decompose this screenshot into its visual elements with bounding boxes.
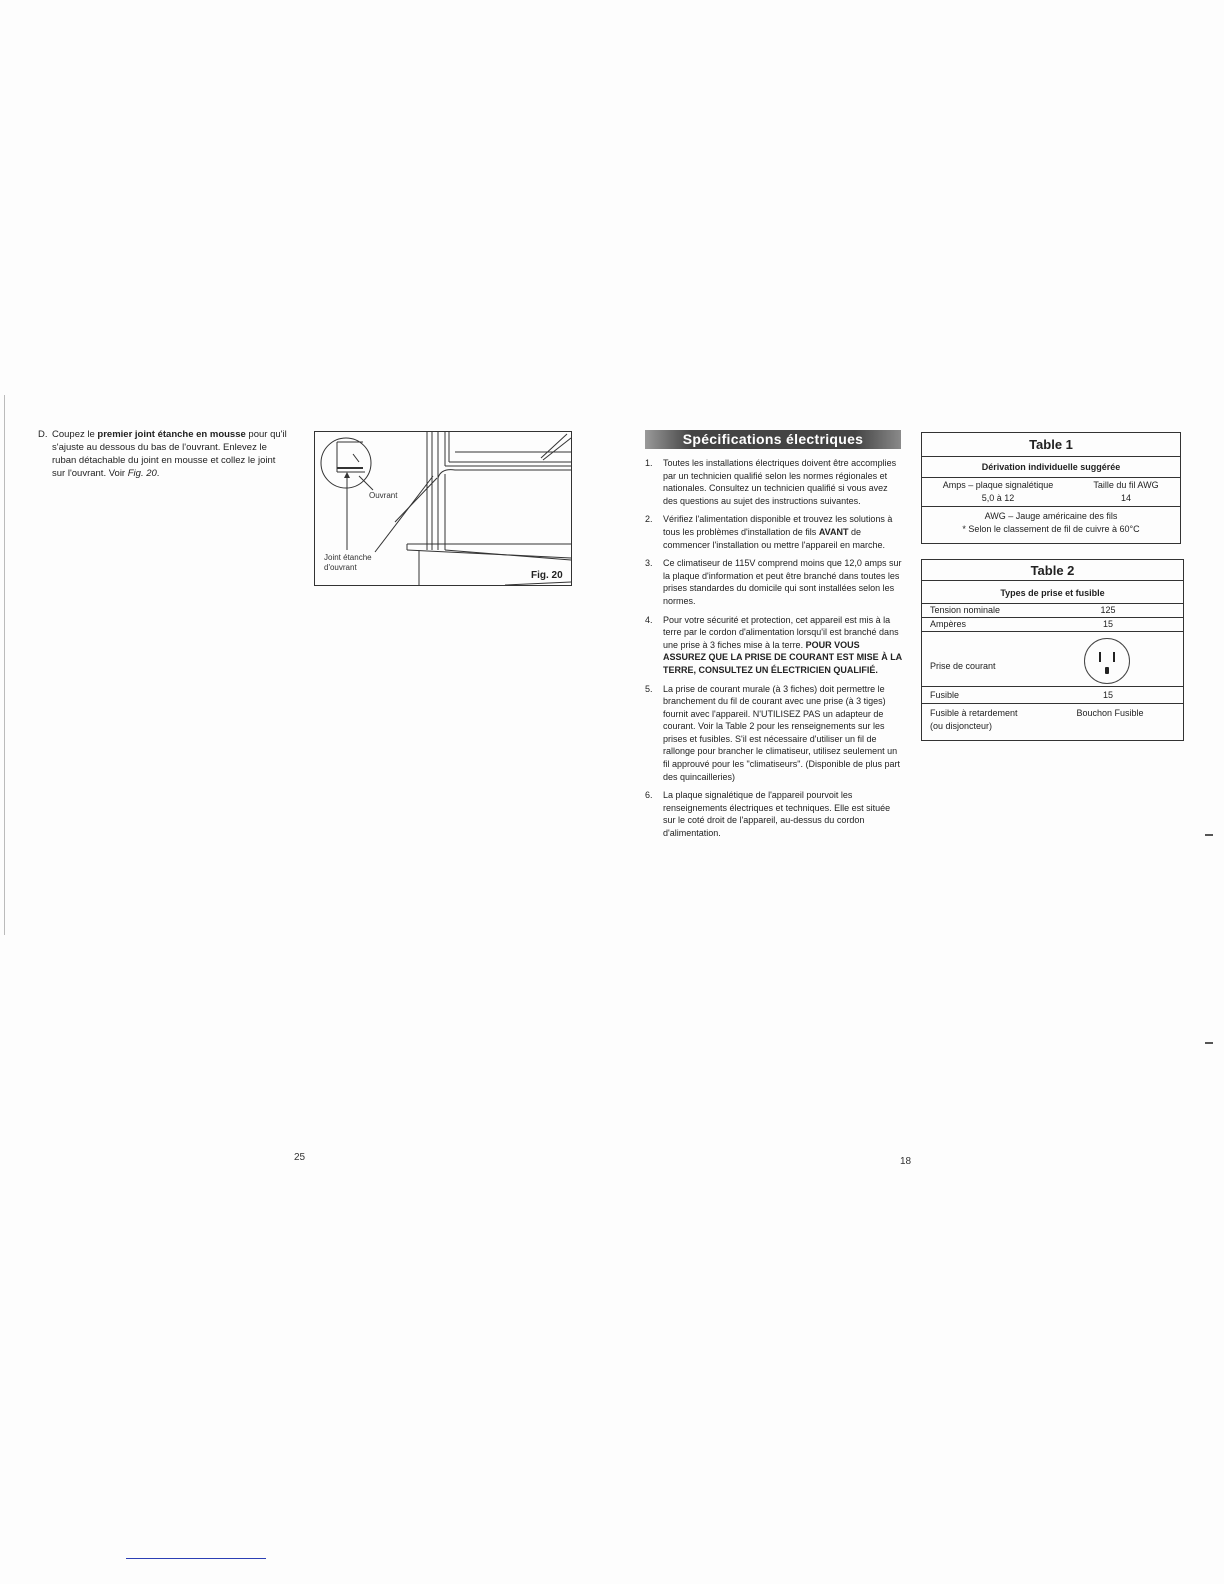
table-2-row-value: 125 [1100, 605, 1116, 615]
three-prong-outlet-icon [1084, 638, 1130, 684]
table-1-note-2: * Selon le classement de fil de cuivre à 60°C [962, 524, 1140, 534]
item-number: 3. [645, 558, 653, 569]
item-text-bold: AVANT [818, 526, 849, 537]
scan-mark [1205, 1042, 1213, 1044]
list-item [645, 557, 903, 607]
list-item [645, 614, 903, 677]
item-text: Vérifiez l'alimentation disponible et trouvez les solutions à tous les problèmes d'installation de fils [663, 514, 893, 537]
table-2-subtitle: Types de prise et fusible [1000, 588, 1105, 598]
table-2-row-label: Fusible [930, 690, 960, 700]
table-1-title: Table 1 [1029, 437, 1073, 452]
label-joint-1: Joint étanche [324, 553, 372, 562]
item-text: La plaque signalétique de l'appareil pourvoit les renseignements électriques et techniques. Elle est située sur le coté droit de l'appareil, au-dessus du cordon d'alimentation. [663, 790, 891, 839]
bottom-rule [126, 1558, 266, 1559]
list-item [645, 513, 903, 551]
table-1-subtitle: Dérivation individuelle suggérée [981, 462, 1121, 472]
table-1-col2-value: 14 [1120, 493, 1131, 503]
section-title: Spécifications électriques [645, 430, 901, 449]
item-text: La prise de courant murale (à 3 fiches) doit permettre le branchement du fil de courant avec une prise (à 3 tiges) fournit avec l'appareil. N'UTILISEZ PAS un adapteur de courant. Voir la Table 2 pour les renseignements sur les prises et fusibles. S'il est nécessaire d'utiliser un fil de rallonge pour brancher le climatiseur, utilisez seulement un fil approuvé pour les "climatiseurs". (Disponible de plus part des quincailleries) [663, 683, 901, 782]
scan-edge-left [4, 395, 5, 935]
table-2 [921, 559, 1184, 741]
figure-caption: Fig. 20 [531, 570, 563, 581]
item-number: 5. [645, 683, 653, 694]
table-2-row-value: 15 [1102, 619, 1113, 629]
table-1-col1-header: Amps – plaque signalétique [942, 480, 1054, 490]
table-2-row-label-2: (ou disjoncteur) [930, 721, 993, 731]
instructions-list [645, 457, 903, 846]
step-label: D. [38, 429, 48, 440]
fig-reference: Fig. 20 [127, 468, 157, 479]
list-item [645, 683, 903, 784]
step-d [38, 428, 288, 480]
list-item [645, 789, 903, 839]
item-number: 1. [645, 458, 653, 468]
item-text: Pour votre sécurité et protection, cet appareil est mis à la terre par le cordon d'alimentation lorsqu'il est branché dans une prise à 3 fiches mise à la terre. [663, 614, 899, 650]
step-text [52, 428, 288, 480]
label-joint-2: d'ouvrant [324, 563, 357, 572]
step-text-pre: Coupez le [52, 429, 98, 440]
table-2-row-label: Fusible à retardement [930, 708, 1018, 718]
table-1-col2-header: Taille du fil AWG [1093, 480, 1159, 490]
item-number: 6. [645, 790, 653, 801]
page-number-right: 18 [900, 1156, 912, 1167]
item-text-bold: POUR VOUS ASSUREZ QUE LA PRISE DE COURANT EST MISE À LA TERRE, CONSULTEZ UN ÉLECTRICIEN QUALIFIÉ. [663, 639, 902, 675]
table-2-row-label: Tension nominale [930, 605, 1001, 615]
table-2-title: Table 2 [1030, 563, 1075, 578]
step-text-end: . [156, 468, 160, 479]
table-1 [921, 432, 1181, 544]
figure-20 [314, 431, 572, 586]
item-text: Toutes les installations électriques doivent être accomplies par un technicien qualifié selon les normes régionales et nationales. Consultez un technicien qualifié si vous avez des questions au sujet des instructions suivantes. [663, 458, 897, 506]
table-2-row-value: 15 [1102, 690, 1113, 700]
scan-mark [1205, 834, 1213, 836]
table-2-row-label: Ampères [930, 619, 967, 629]
step-text-post: pour qu'il s'ajuste au dessous du bas de l'ouvrant. Enlevez le ruban détachable du joint en mousse et collez le joint sur l'ouvrant. Voir [52, 429, 287, 479]
table-2-row-value: Bouchon Fusible [1076, 708, 1144, 718]
list-item [645, 457, 903, 507]
item-number: 2. [645, 514, 653, 525]
step-text-bold: premier joint étanche en mousse [97, 429, 246, 440]
table-2-row-label: Prise de courant [930, 661, 996, 671]
item-number: 4. [645, 614, 653, 625]
page-number-left: 25 [294, 1152, 306, 1163]
label-ouvrant: Ouvrant [369, 491, 398, 500]
item-text: de commencer l'installation ou mettre l'appareil en marche. [663, 526, 886, 550]
item-text: Ce climatiseur de 115V comprend moins que 12,0 amps sur la plaque d'information et peut être branché dans toutes les prises standardes du domicile qui sont installées selon les normes. [663, 558, 902, 606]
table-1-note-1: AWG – Jauge américaine des fils [984, 511, 1118, 521]
table-1-col1-value: 5,0 à 12 [981, 493, 1015, 503]
